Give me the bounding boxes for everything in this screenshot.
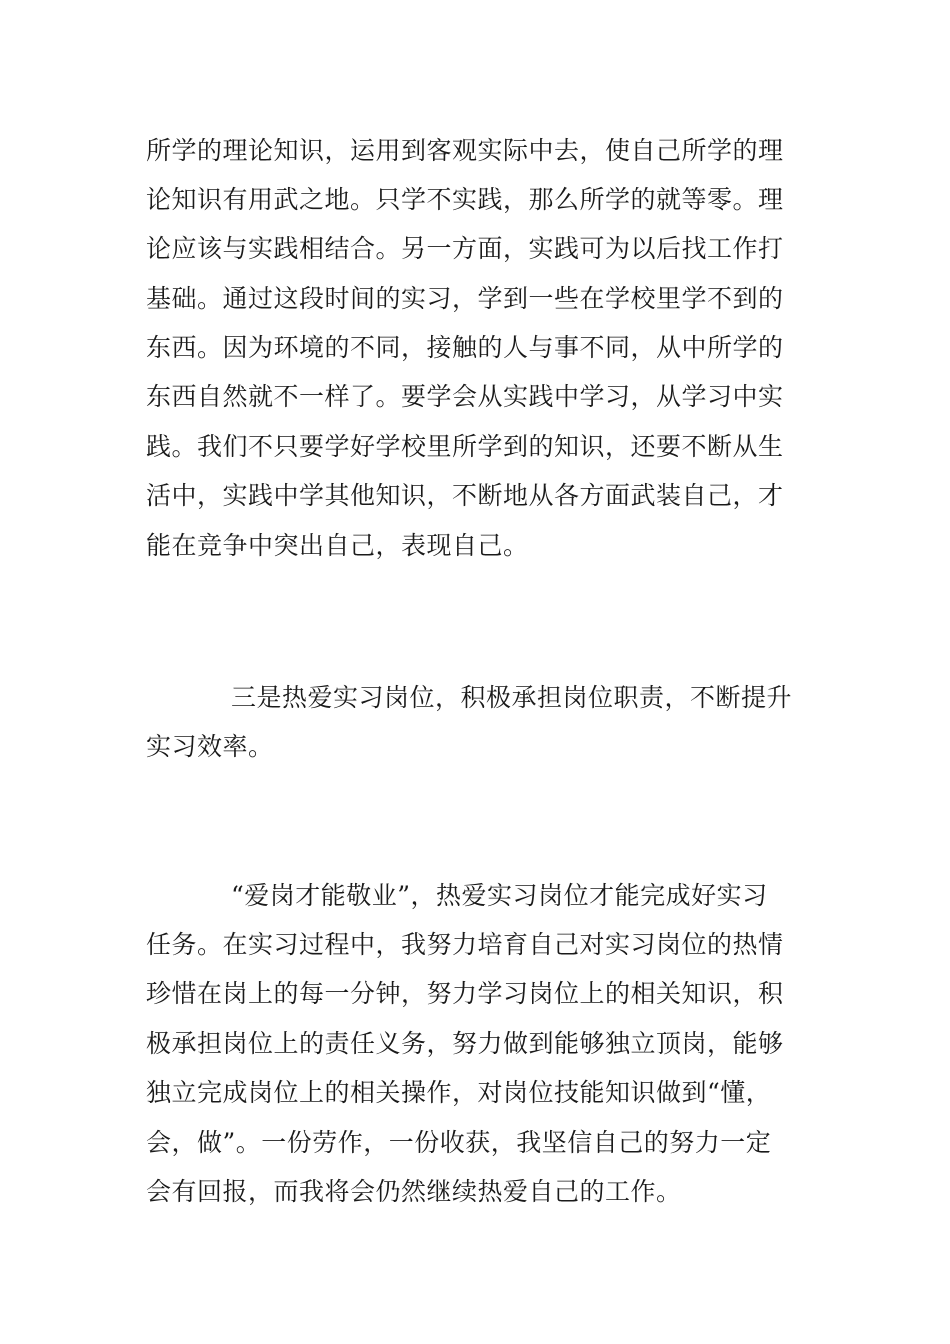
paragraph-1-line-1: 所学的理论知识，运用到客观实际中去，使自己所学的理 — [146, 136, 784, 165]
paragraph-1-line-6: 东西自然就不一样了。要学会从实践中学习，从学习中实 — [146, 382, 784, 411]
paragraph-3-line-6: 会，做”。一份劳作，一份收获，我坚信自己的努力一定 — [146, 1128, 772, 1157]
paragraph-1-line-7: 践。我们不只要学好学校里所学到的知识，还要不断从生 — [146, 432, 784, 461]
paragraph-3-line-3: 珍惜在岗上的每一分钟，努力学习岗位上的相关知识，积 — [146, 979, 784, 1008]
paragraph-1-line-3: 论应该与实践相结合。另一方面，实践可为以后找工作打 — [146, 234, 784, 263]
paragraph-1-line-4: 基础。通过这段时间的实习，学到一些在学校里学不到的 — [146, 284, 784, 313]
paragraph-2-line-2: 实习效率。 — [146, 732, 274, 761]
paragraph-1-line-8: 活中，实践中学其他知识，不断地从各方面武装自己，才 — [146, 481, 784, 510]
paragraph-2-line-1: 三是热爱实习岗位，积极承担岗位职责，不断提升 — [231, 683, 793, 712]
paragraph-3-line-5: 独立完成岗位上的相关操作，对岗位技能知识做到“懂， — [146, 1078, 772, 1107]
paragraph-3-line-1: “爱岗才能敬业”，热爱实习岗位才能完成好实习 — [231, 881, 768, 910]
paragraph-3-line-4: 极承担岗位上的责任义务，努力做到能够独立顶岗，能够 — [146, 1029, 784, 1058]
paragraph-1-line-2: 论知识有用武之地。只学不实践，那么所学的就等零。理 — [146, 185, 784, 214]
paragraph-1-line-9: 能在竞争中突出自己，表现自己。 — [146, 531, 529, 560]
paragraph-3-line-2: 任务。在实习过程中，我努力培育自己对实习岗位的热情 — [146, 930, 784, 959]
paragraph-3-line-7: 会有回报，而我将会仍然继续热爱自己的工作。 — [146, 1177, 682, 1206]
paragraph-1-line-5: 东西。因为环境的不同，接触的人与事不同，从中所学的 — [146, 333, 784, 362]
